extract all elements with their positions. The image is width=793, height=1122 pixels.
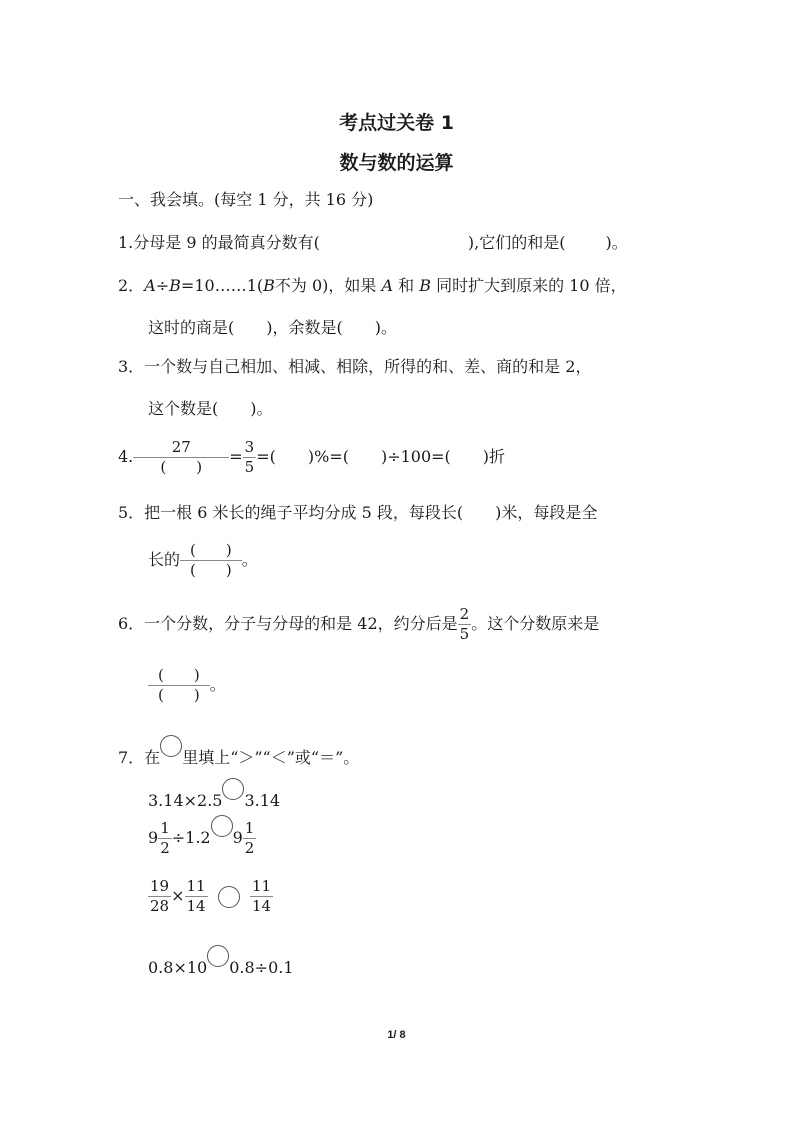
question-1 xyxy=(118,233,628,253)
compare-op: ÷1.2 xyxy=(171,828,211,847)
q2-equation: =10……1( xyxy=(180,276,264,295)
question-6-line-2 xyxy=(148,666,226,705)
q2-remainder-label: )，余数是( xyxy=(266,318,343,337)
fraction: $\frac{11}{14}$ xyxy=(251,877,272,915)
var-b: B xyxy=(169,276,181,295)
q1-end: )。 xyxy=(605,233,628,252)
q2-quotient-label: 这时的商是( xyxy=(148,318,235,337)
compare-right: 3.14 xyxy=(244,791,281,810)
q6-text: 6．一个分数，分子与分母的和是 42，约分后是 xyxy=(118,614,458,633)
compare-left: 3.14×2.5 xyxy=(148,791,223,810)
compare-item-2 xyxy=(148,815,256,858)
var-b: B xyxy=(419,276,431,295)
compare-right: 0.8÷0.1 xyxy=(229,958,294,977)
compare-item-3 xyxy=(148,877,273,916)
q2-text: 和 xyxy=(393,276,420,295)
question-7 xyxy=(118,735,359,768)
var-a: A xyxy=(381,276,394,295)
var-b: B xyxy=(263,276,275,295)
q3-end: )。 xyxy=(250,399,273,418)
section-heading: 一、我会填。(每空 1 分，共 16 分) xyxy=(118,190,374,209)
page-subtitle: 数与数的运算 xyxy=(339,152,454,174)
page-title: 考点过关卷 1 xyxy=(339,112,454,134)
circle-icon xyxy=(160,735,182,757)
compare-circle-blank[interactable] xyxy=(218,886,240,908)
question-5-line-2 xyxy=(148,541,258,580)
q4-denominator-blank[interactable]: ( ) xyxy=(160,458,203,476)
question-4 xyxy=(118,438,505,477)
q2-number: 2． xyxy=(118,276,145,295)
q4-fraction-1: $\frac{27}{( )}$ xyxy=(133,438,229,477)
mixed-whole: 9 xyxy=(148,828,159,847)
q7-text: 7．在 xyxy=(118,748,161,767)
q2-text: 不为 0)，如果 xyxy=(274,276,382,295)
compare-item-1 xyxy=(148,778,280,811)
fraction: $\frac{11}{14}$ xyxy=(186,877,206,915)
mixed-fraction: $\frac{1}{2}$ xyxy=(244,819,255,857)
q6-answer-fraction[interactable]: $\frac{( )}{( )}$ xyxy=(148,666,210,705)
q3-label: 这个数是( xyxy=(148,399,219,418)
q7-text-2: 里填上“＞”“＜”或“＝”。 xyxy=(182,748,360,767)
divide-sign: ÷ xyxy=(155,276,170,295)
compare-left: 0.8×10 xyxy=(148,958,208,977)
equals-sign: = xyxy=(229,447,243,466)
q5-answer-fraction[interactable]: $\frac{( )}{( )}$ xyxy=(180,541,242,580)
q5-end: 。 xyxy=(241,550,258,569)
var-a: A xyxy=(144,276,156,295)
q2-end: )。 xyxy=(374,318,397,337)
q1-prefix: 1.分母是 9 的最简真分数有( xyxy=(118,233,320,252)
compare-circle-blank[interactable] xyxy=(207,945,229,967)
compare-circle-blank[interactable] xyxy=(222,778,244,800)
compare-item-4 xyxy=(148,945,294,978)
question-2 xyxy=(118,276,627,296)
q6-fraction: $\frac{2}{5}$ xyxy=(459,605,470,643)
q1-mid: ),它们的和是( xyxy=(467,233,566,252)
q4-rest: =( )%=( )÷100=( )折 xyxy=(256,447,506,466)
question-6 xyxy=(118,605,599,644)
question-3: 3．一个数与自己相加、相减、相除，所得的和、差、商的和是 2， xyxy=(118,357,592,376)
q5-label: 长的 xyxy=(148,550,181,569)
question-2-line-2 xyxy=(148,318,397,338)
page-number: 1/ 8 xyxy=(387,1029,406,1041)
multiply-sign: × xyxy=(171,886,185,905)
q6-end: 。 xyxy=(209,675,226,694)
mixed-fraction: $\frac{1}{2}$ xyxy=(160,819,170,857)
fraction: $\frac{19}{28}$ xyxy=(150,877,170,915)
q4-fraction-2: $\frac{3}{5}$ xyxy=(244,438,255,476)
compare-circle-blank[interactable] xyxy=(211,815,233,837)
q2-text: 同时扩大到原来的 10 倍， xyxy=(431,276,627,295)
q6-text-2: 。这个分数原来是 xyxy=(471,614,600,633)
question-3-line-2 xyxy=(148,399,273,419)
q4-number: 4. xyxy=(118,447,134,466)
question-5: 5．把一根 6 米长的绳子平均分成 5 段，每段长( )米，每段是全 xyxy=(118,503,598,522)
mixed-whole: 9 xyxy=(232,828,243,847)
